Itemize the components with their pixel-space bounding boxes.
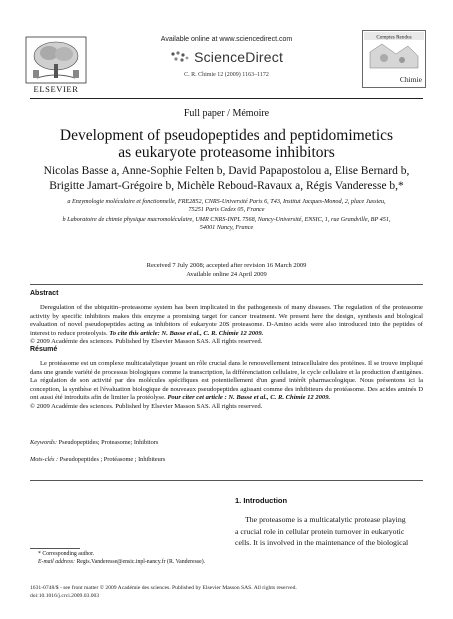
keywords: [30, 439, 158, 446]
affiliation-b-line-1: b Laboratoire de chimie physique macromoléculaire, UMR CNRS-INPL 7568, Nancy-Université, ENSIC, 1, rue Grandville, BP 451,: [62, 216, 391, 223]
intro-line-3: cells. It is involved in the maintenance of the biological: [235, 538, 409, 547]
resume-body: [30, 360, 423, 411]
abstract-top-rule: [30, 284, 423, 285]
available-online-text: Available online at www.sciencedirect.com: [160, 36, 293, 43]
footnote-rule: [30, 548, 80, 549]
abstract-text: Deregulation of the ubiquitin–proteasome system has been implicated in the pathogenesis of many diseases. The regulation of the proteasome activity by specific inhibitors makes this enzyme a promising target for cancer treatment. We present here the design, synthesis and biological evaluation of novel pseudopeptides acting as inhibitors of eukaryote 20S proteasome. D-Amino acids were also introduced into the peptides of interest to reduce proteolysis.: [30, 304, 423, 337]
journal-cover-icon: [362, 30, 426, 88]
journal-citation: C. R. Chimie 12 (2009) 1163–1172: [184, 72, 269, 78]
masthead-center: [150, 36, 303, 78]
resume-text: Le protéasome est un complexe multicatalytique jouant un rôle crucial dans le renouvellement intracellulaire des protéines. Il se trouve impliqué dans une grande variété de processus biologiques comme la transcription, la différenciation cellulaire, le cycle cellulaire et la production d'antigènes. La régulation de son activité par des molécules spécifiques est potentiellement d'un grand intérêt pharmacologique. Nous présentons ici la conception, la synthèse et l'évaluation biologique de nouveaux pseudopeptides agissant comme des inhibiteurs du protéasome. Des acides aminés D ont aussi été introduits afin de limiter la protéolyse.: [30, 360, 423, 401]
sciencedirect-dots-icon: [170, 51, 190, 63]
abstract-heading: Abstract: [30, 290, 59, 297]
resume-cite: Pour citer cet article : N. Basse et al., C. R. Chimie 12 2009.: [167, 394, 331, 401]
affiliation-b: [60, 216, 393, 232]
header-rule: [30, 98, 423, 99]
resume-copyright: © 2009 Académie des sciences. Published by Elsevier Masson SAS. All rights reserved.: [30, 402, 263, 410]
keywords-fr-values: Pseudopeptides ; Protéasome ; Inhibiteurs: [59, 456, 166, 463]
journal-logo-top-text: Comptes Rendus: [376, 34, 412, 41]
keywords-bottom-rule: [30, 480, 423, 481]
elsevier-tree-icon: [25, 36, 87, 84]
intro-line-2: a crucial role in cellular protein turnover in eukaryotic: [235, 526, 405, 536]
title-line-1: Development of pseudopeptides and peptidomimetics: [59, 127, 394, 144]
article-history: [0, 262, 453, 279]
authors-line-1: Nicolas Basse a, Anne-Sophie Felten b, David Papapostolou a, Elise Bernard b,: [43, 165, 410, 177]
keywords-fr: [30, 456, 165, 463]
resume-heading: Résumé: [30, 346, 58, 353]
corresponding-author: * Corresponding author.: [38, 551, 95, 557]
email-address[interactable]: Regis.Vanderesse@ensic.inpl-nancy.fr (R. Vanderesse).: [76, 558, 206, 565]
publisher-name: ELSEVIER: [33, 84, 79, 94]
affiliation-b-line-2: 54001 Nancy, France: [199, 223, 254, 231]
keywords-fr-label: Mots-clés :: [30, 456, 59, 463]
issn-line: 1631-0748/$ - see front matter © 2009 Académie des sciences. Published by Elsevier Masson SAS. All rights reserved.: [30, 585, 297, 591]
authors-line-2: Brigitte Jamart-Grégoire b, Michèle Reboud-Ravaux a, Régis Vanderesse b,*: [49, 180, 404, 192]
author-list: [30, 164, 423, 194]
journal-logo: [362, 30, 426, 88]
article-title: [40, 127, 413, 161]
abstract-copyright: © 2009 Académie des sciences. Published by Elsevier Masson SAS. All rights reserved.: [30, 338, 263, 345]
sciencedirect-wordmark: ScienceDirect: [194, 49, 284, 65]
abstract-cite: To cite this article: N. Basse et al., C. R. Chimie 12 2009.: [109, 329, 264, 337]
doi-line[interactable]: doi:10.1016/j.crci.2009.03.003: [30, 593, 100, 599]
journal-logo-bottom-text: Chimie: [399, 75, 422, 84]
email-line: [30, 559, 230, 567]
affiliation-a: [60, 198, 393, 214]
available-date: Available online 24 April 2009: [186, 270, 267, 278]
email-label: E-mail address:: [38, 558, 75, 565]
affiliation-a-line-1: a Enzymologie moléculaire et fonctionnelle, FRE2852, CNRS-Université Paris 6, T43, Institut Jacques-Monod, 2, place Jussieu,: [67, 198, 386, 205]
elsevier-logo: [25, 36, 87, 84]
introduction-heading: 1. Introduction: [235, 496, 288, 505]
article-type: Full paper / Mémoire: [183, 108, 270, 119]
received-date: Received 7 July 2008; accepted after revision 16 March 2009: [146, 262, 307, 269]
intro-line-1: The proteasome is a multicatalytic protease playing: [245, 515, 406, 524]
keywords-values: Pseudopeptides; Proteasome; Inhibitors: [58, 439, 159, 446]
keywords-label: Keywords:: [30, 439, 58, 446]
introduction-body: [235, 514, 427, 549]
affiliation-a-line-2: 75251 Paris Cedex 05, France: [188, 205, 265, 213]
footnote: [30, 551, 230, 566]
title-line-2: as eukaryote proteasome inhibitors: [118, 144, 335, 161]
sciencedirect-logo: [150, 49, 303, 65]
abstract-body: [30, 304, 423, 347]
page-footer: [30, 584, 423, 600]
